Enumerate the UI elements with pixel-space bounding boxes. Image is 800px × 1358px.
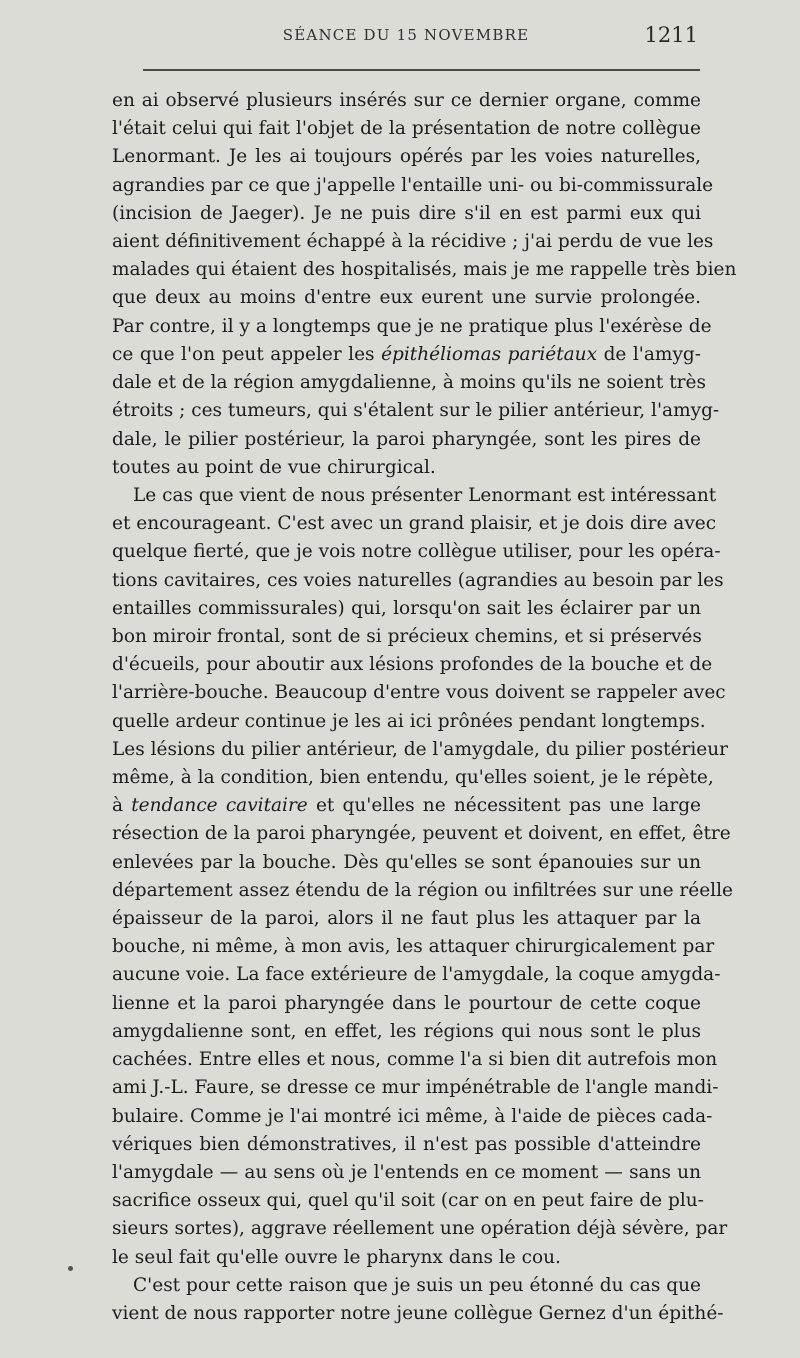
text-line: dale et de la région amygdalienne, à moins qu'ils ne soient très (112, 372, 706, 394)
page-header (112, 23, 700, 50)
italic-term: tendance cavitaire (131, 795, 308, 817)
text-line: que deux au moins d'entre eux eurent une survie prolongée. (112, 287, 701, 309)
text-line: vériques bien démonstratives, il n'est pas possible d'atteindre (112, 1133, 701, 1155)
text-line: et encourageant. C'est avec un grand plaisir, et je dois dire avec (112, 513, 717, 535)
text-line: aient définitivement échappé à la récidive ; j'ai perdu de vue les (112, 231, 714, 253)
text-line: Lenormant. Je les ai toujours opérés par les voies naturelles, (112, 146, 701, 168)
text-line: même, à la condition, bien entendu, qu'elles soient, je le répète, (112, 767, 714, 789)
text-line: lienne et la paroi pharyngée dans le pourtour de cette coque (112, 992, 701, 1014)
text-line: quelle ardeur continue je les ai ici prônées pendant longtemps. (112, 710, 706, 732)
text-line: résection de la paroi pharyngée, peuvent et doivent, en effet, être (112, 823, 731, 845)
text-line: aucune voie. La face extérieure de l'amygdale, la coque amygda- (112, 964, 721, 986)
header-rule (143, 69, 700, 71)
italic-term: épithéliomas pariétaux (381, 343, 598, 365)
text-line: bon miroir frontal, sont de si précieux chemins, et si préservés (112, 625, 702, 647)
text-line: département assez étendu de la région ou infiltrées sur une réelle (112, 879, 733, 901)
text-line: le seul fait qu'elle ouvre le pharynx dans le cou. (112, 1246, 561, 1268)
text-line: bulaire. Comme je l'ai montré ici même, à l'aide de pièces cada- (112, 1105, 713, 1127)
text-line: Les lésions du pilier antérieur, de l'amygdale, du pilier postérieur (112, 738, 729, 760)
text-line: amygdalienne sont, en effet, les régions qui nous sont le plus (112, 1020, 701, 1042)
text-line: malades qui étaient des hospitalisés, mais je me rappelle très bien (112, 259, 737, 281)
text-line: quelque fierté, que je vois notre collègue utiliser, pour les opéra- (112, 541, 721, 563)
text-line: l'amygdale — au sens où je l'entends en ce moment — sans un (112, 1161, 701, 1183)
text-line: tions cavitaires, ces voies naturelles (agrandies au besoin par les (112, 569, 724, 591)
text-line: toutes au point de vue chirurgical. (112, 456, 436, 478)
text-span: de l'amyg- (603, 343, 702, 365)
text-line: l'arrière-bouche. Beaucoup d'entre vous doivent se rappeler avec (112, 682, 726, 704)
text-line: enlevées par la bouche. Dès qu'elles se sont épanouies sur un (112, 851, 701, 873)
running-head: SÉANCE DU 15 NOVEMBRE (282, 26, 530, 44)
paragraph-first-line: Le cas que vient de nous présenter Lenormant est intéressant (133, 484, 717, 506)
text-line: dale, le pilier postérieur, la paroi pharyngée, sont les pires de (112, 428, 701, 450)
text-line: sacrifice osseux qui, quel qu'il soit (car on en peut faire de plu- (112, 1190, 704, 1212)
margin-dot (68, 1266, 73, 1271)
text-line: Par contre, il y a longtemps que je ne pratique plus l'exérèse de (112, 315, 712, 337)
text-line: d'écueils, pour aboutir aux lésions profondes de la bouche et de (112, 654, 713, 676)
text-line: entailles commissurales) qui, lorsqu'on sait les éclairer par un (112, 597, 701, 619)
text-line: sieurs sortes), aggrave réellement une opération déjà sévère, par (112, 1218, 728, 1240)
text-line (112, 341, 701, 369)
text-line: bouche, ni même, à mon avis, les attaquer chirurgicalement par (112, 936, 715, 958)
paragraph-first-line: C'est pour cette raison que je suis un peu étonné du cas que (133, 1274, 701, 1296)
text-span: ce que l'on peut appeler les (112, 343, 375, 365)
text-line: ami J.-L. Faure, se dresse ce mur impénétrable de l'angle mandi- (112, 1077, 719, 1099)
text-line: épaisseur de la paroi, alors il ne faut plus les attaquer par la (112, 908, 701, 930)
text-span: à (112, 795, 124, 817)
text-line: (incision de Jaeger). Je ne puis dire s'il en est parmi eux qui (112, 202, 701, 224)
text-span: et qu'elles ne nécessitent pas une large (315, 795, 701, 817)
text-line: l'était celui qui fait l'objet de la présentation de notre collègue (112, 118, 701, 140)
text-line (112, 792, 701, 820)
text-line: en ai observé plusieurs insérés sur ce dernier organe, comme (112, 90, 701, 111)
text-line: agrandies par ce que j'appelle l'entaille uni- ou bi-commissurale (112, 174, 714, 196)
page-number: 1211 (644, 23, 698, 47)
text-line: cachées. Entre elles et nous, comme l'a si bien dit autrefois mon (112, 1049, 718, 1071)
text-line: étroits ; ces tumeurs, qui s'étalent sur le pilier antérieur, l'amyg- (112, 400, 720, 422)
text-line: vient de nous rapporter notre jeune collègue Gernez d'un épithé- (112, 1303, 724, 1324)
